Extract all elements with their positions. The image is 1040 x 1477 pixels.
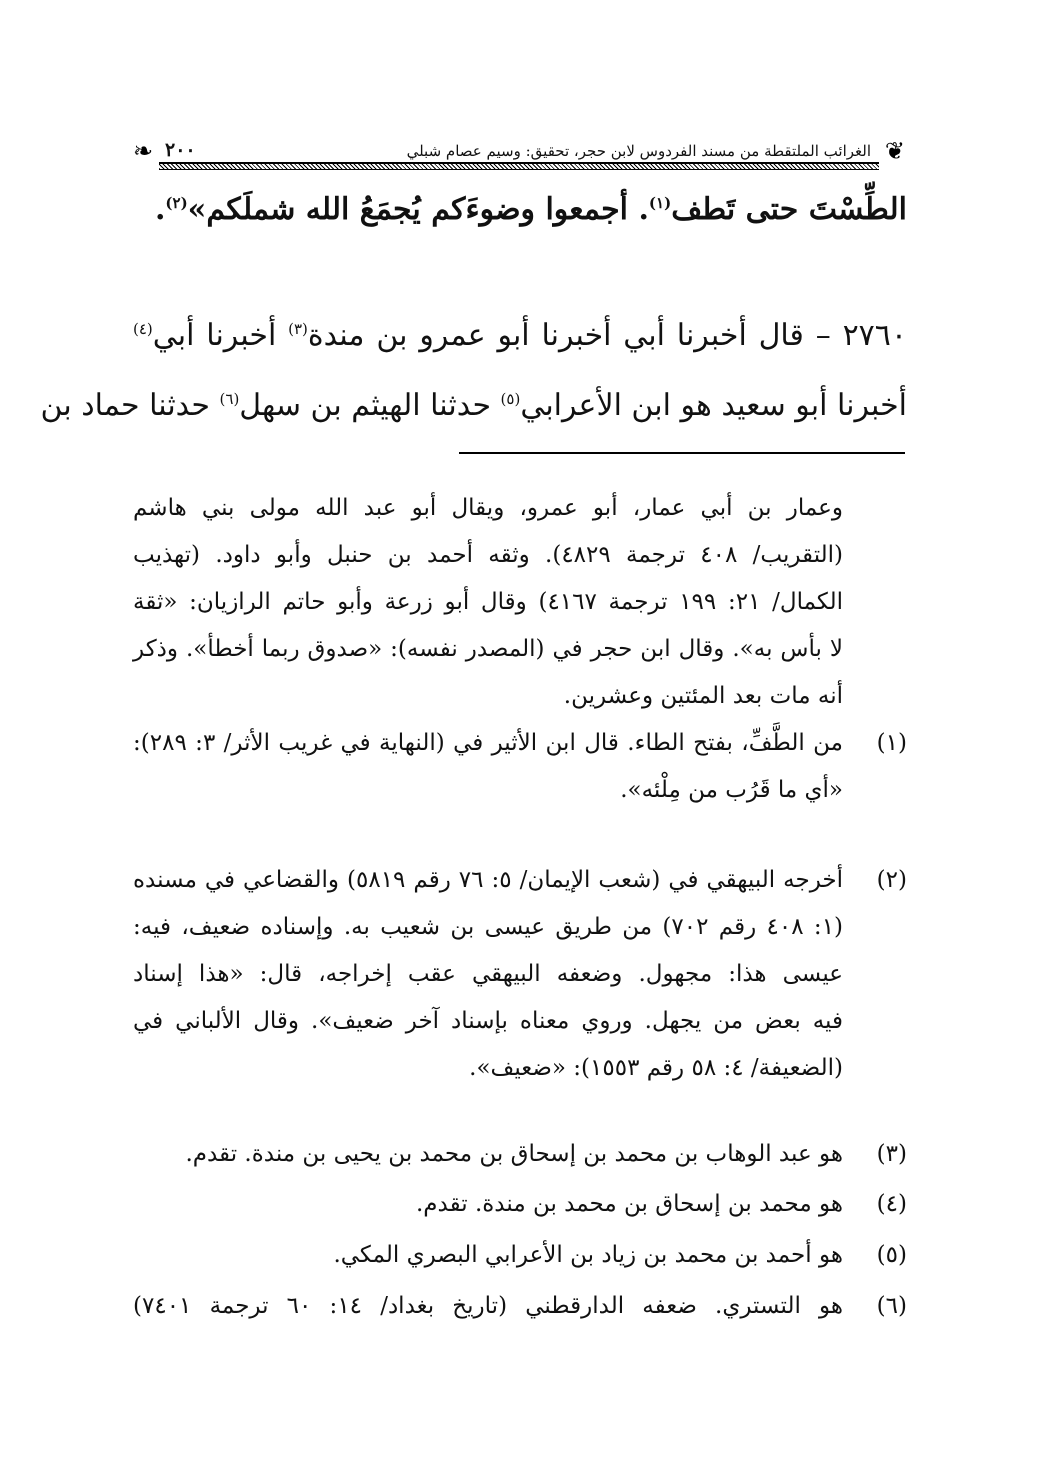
running-header — [133, 138, 905, 164]
footnote-1-line: «أي ما قَرُب من مِلْئه». — [620, 777, 843, 803]
footnote-2-line: عيسى هذا: مجهول. وضعفه البيهقي عقب إخراجه، قال: «هذا إسناد — [133, 961, 843, 987]
page-number: ٢٠٠ — [165, 139, 196, 161]
footnote-2-line: (الضعيفة/ ٤: ٥٨ رقم ١٥٥٣): «ضعيف». — [469, 1055, 843, 1081]
header-ornament-left-icon: ❧ — [133, 137, 154, 165]
footnote-number-4: (٤) — [876, 1191, 907, 1217]
continuation-line: الكمال/ ٢١: ١٩٩ ترجمة ٤١٦٧) وقال أبو زرعة وأبو حاتم الرازيان: «ثقة — [133, 589, 844, 615]
main-line-3: أخبرنا أبو سعيد هو ابن الأعرابي$^{(٥)}$ حدثنا الهيثم بن سهل$^{(٦)}$ حدثنا حماد بن — [40, 388, 907, 423]
continuation-line: لا بأس به». وقال ابن حجر في (المصدر نفسه): «صدوق ربما أخطأ». وذكر — [133, 636, 843, 662]
footnote-ref-3[interactable]: (٣) — [288, 320, 308, 338]
footnote-1-line: من الطَّفِّ، بفتح الطاء. قال ابن الأثير في (النهاية في غريب الأثر/ ٣: ٢٨٩): — [133, 730, 844, 756]
footnote-number-3: (٣) — [876, 1141, 907, 1167]
footnote-2-line: (١: ٤٠٨ رقم ٧٠٢) من طريق عيسى بن شعيب به. وإسناده ضعيف، فيه: — [133, 914, 844, 940]
footnote-number-5: (٥) — [876, 1242, 907, 1268]
footnote-ref-1[interactable]: (١) — [648, 194, 672, 212]
footnote-number-6: (٦) — [876, 1293, 907, 1319]
footnote-6-line: هو التستري. ضعفه الدارقطني (تاريخ بغداد/ ١٤: ٦٠ ترجمة ٧٤٠١) — [133, 1293, 844, 1319]
continuation-line: وعمار بن أبي عمار، أبو عمرو، ويقال أبو عبد الله مولى بني هاشم — [133, 495, 843, 521]
header-rule — [159, 162, 879, 170]
footnote-divider — [459, 452, 905, 454]
footnote-ref-5[interactable]: (٥) — [500, 390, 521, 408]
footnote-2-line: أخرجه البيهقي في (شعب الإيمان/ ٥: ٧٦ رقم ٥٨١٩) والقضاعي في مسنده — [133, 867, 844, 893]
footnote-5-line: هو أحمد بن محمد بن زياد بن الأعرابي البصري المكي. — [333, 1242, 843, 1268]
main-line-1: الطِّسْتَ حتى تَطف$^{(١)}$. أجمعوا وضوءَكم يُجمَعُ الله شملَكم»$^{(٢)}$. — [154, 192, 907, 227]
header-title: الغرائب الملتقطة من مسند الفردوس لابن حجر، تحقيق: وسيم عصام شبلي — [406, 142, 871, 160]
footnote-ref-4[interactable]: (٤) — [133, 320, 153, 338]
continuation-line: (التقريب/ ٤٠٨ ترجمة ٤٨٢٩). وثقه أحمد بن حنبل وأبو داود. (تهذيب — [133, 542, 844, 568]
footnote-4-line: هو محمد بن إسحاق بن محمد بن مندة. تقدم. — [415, 1191, 843, 1217]
footnote-ref-2[interactable]: (٢) — [165, 194, 188, 212]
footnote-2-line: فيه بعض من يجهل. وروي معناه بإسناد آخر ضعيف». وقال الألباني في — [133, 1008, 843, 1034]
header-ornament-right-icon: ❦ — [884, 137, 905, 165]
footnote-number-1: (١) — [876, 730, 907, 756]
footnote-ref-6[interactable]: (٦) — [219, 390, 240, 408]
main-line-2: ٢٧٦٠ – قال أخبرنا أبي أخبرنا أبو عمرو بن مندة$^{(٣)}$ أخبرنا أبي$^{(٤)}$ — [133, 318, 908, 353]
footnote-number-2: (٢) — [876, 867, 907, 893]
footnote-3-line: هو عبد الوهاب بن محمد بن إسحاق بن محمد بن يحيى بن مندة. تقدم. — [185, 1141, 843, 1167]
continuation-line: أنه مات بعد المئتين وعشرين. — [563, 683, 843, 709]
